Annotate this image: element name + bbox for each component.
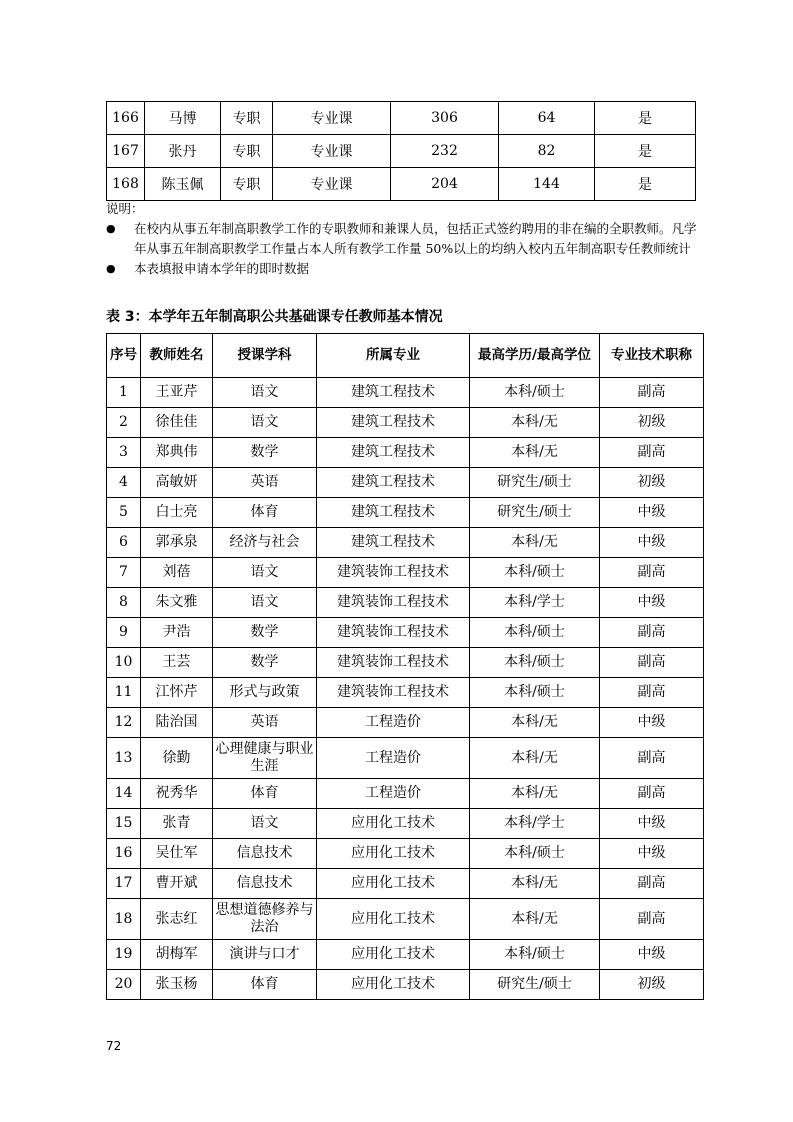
table-cell: 数学 <box>213 618 317 648</box>
table-cell: 语文 <box>213 558 317 588</box>
table-cell: 信息技术 <box>213 839 317 869</box>
table-cell: 初级 <box>600 468 704 498</box>
table-cell: 副高 <box>600 438 704 468</box>
table-cell: 语文 <box>213 408 317 438</box>
table-row <box>107 809 704 839</box>
table-cell: 体育 <box>213 970 317 1000</box>
table-cell: 本科/无 <box>470 438 600 468</box>
table-cell: 中级 <box>600 528 704 558</box>
table-cell: 5 <box>107 498 141 528</box>
table-cell: 语文 <box>213 809 317 839</box>
table-cell: 是 <box>595 135 696 168</box>
table-cell: 232 <box>391 135 499 168</box>
table-cell: 建筑工程技术 <box>317 378 470 408</box>
table-cell: 张青 <box>141 809 213 839</box>
table-cell: 建筑工程技术 <box>317 498 470 528</box>
table-cell: 徐佳佳 <box>141 408 213 438</box>
table-row <box>107 438 704 468</box>
table-cell: 11 <box>107 678 141 708</box>
table-cell: 英语 <box>213 708 317 738</box>
table-cell: 建筑装饰工程技术 <box>317 558 470 588</box>
table-cell: 建筑装饰工程技术 <box>317 648 470 678</box>
table-cell: 朱文雅 <box>141 588 213 618</box>
table-row <box>107 102 696 135</box>
table-row <box>107 588 704 618</box>
table-cell: 心理健康与职业生涯 <box>213 738 317 779</box>
table-cell: 8 <box>107 588 141 618</box>
table-cell: 13 <box>107 738 141 779</box>
table-cell: 马博 <box>145 102 221 135</box>
notes-heading: 说明： <box>106 201 144 216</box>
table-cell: 工程造价 <box>317 708 470 738</box>
table-cell: 167 <box>107 135 145 168</box>
table-cell: 本科/无 <box>470 738 600 779</box>
table-row <box>107 135 696 168</box>
table-cell: 信息技术 <box>213 869 317 899</box>
table-cell: 本科/无 <box>470 528 600 558</box>
table-cell: 9 <box>107 618 141 648</box>
table-cell: 王芸 <box>141 648 213 678</box>
table3-body <box>107 378 704 1000</box>
table-row <box>107 839 704 869</box>
table-row <box>107 940 704 970</box>
header-cell-subject: 授课学科 <box>213 334 317 378</box>
table-cell: 中级 <box>600 940 704 970</box>
continued-teacher-table <box>106 101 696 201</box>
table-row <box>107 738 704 779</box>
table-cell: 应用化工技术 <box>317 839 470 869</box>
table-cell: 专职 <box>221 135 273 168</box>
table-cell: 中级 <box>600 809 704 839</box>
table-cell: 建筑装饰工程技术 <box>317 678 470 708</box>
note-text: 本表填报申请本学年的即时数据 <box>134 261 310 276</box>
table-cell: 本科/硕士 <box>470 678 600 708</box>
table-cell: 应用化工技术 <box>317 970 470 1000</box>
table-row <box>107 678 704 708</box>
table-cell: 是 <box>595 102 696 135</box>
table-cell: 张玉杨 <box>141 970 213 1000</box>
table-cell: 本科/无 <box>470 869 600 899</box>
table-cell: 副高 <box>600 648 704 678</box>
table-cell: 语文 <box>213 588 317 618</box>
table-cell: 专职 <box>221 168 273 201</box>
table-cell: 18 <box>107 899 141 940</box>
table-cell: 体育 <box>213 779 317 809</box>
table-cell: 张丹 <box>145 135 221 168</box>
table-cell: 副高 <box>600 678 704 708</box>
note-text: 在校内从事五年制高职教学工作的专职教师和兼课人员，包括正式签约聘用的非在编的全职教师。凡学年从事五年制高职教学工作量占本人所有教学工作量 50%以上的均纳入校内五年制高职专任教师统计 <box>134 221 697 256</box>
table-cell: 6 <box>107 528 141 558</box>
table-cell: 本科/硕士 <box>470 378 600 408</box>
table-cell: 尹浩 <box>141 618 213 648</box>
table-cell: 初级 <box>600 970 704 1000</box>
table-cell: 语文 <box>213 378 317 408</box>
table-cell: 工程造价 <box>317 738 470 779</box>
table-cell: 副高 <box>600 738 704 779</box>
table-cell: 祝秀华 <box>141 779 213 809</box>
table-cell: 204 <box>391 168 499 201</box>
table-cell: 本科/学士 <box>470 809 600 839</box>
table-cell: 20 <box>107 970 141 1000</box>
table-cell: 陈玉佩 <box>145 168 221 201</box>
table-cell: 7 <box>107 558 141 588</box>
table-cell: 306 <box>391 102 499 135</box>
table-cell: 数学 <box>213 648 317 678</box>
table-cell: 中级 <box>600 708 704 738</box>
table3-header-row <box>107 334 704 378</box>
table-cell: 形式与政策 <box>213 678 317 708</box>
table-cell: 副高 <box>600 779 704 809</box>
table-cell: 曹开斌 <box>141 869 213 899</box>
table-cell: 建筑工程技术 <box>317 408 470 438</box>
table-row <box>107 378 704 408</box>
table-cell: 刘蓓 <box>141 558 213 588</box>
table-cell: 应用化工技术 <box>317 899 470 940</box>
table-cell: 初级 <box>600 408 704 438</box>
table-cell: 应用化工技术 <box>317 809 470 839</box>
table-cell: 建筑工程技术 <box>317 468 470 498</box>
table-cell: 3 <box>107 438 141 468</box>
table-cell: 1 <box>107 378 141 408</box>
table-row <box>107 708 704 738</box>
table-cell: 本科/硕士 <box>470 839 600 869</box>
table-cell: 思想道德修养与法治 <box>213 899 317 940</box>
table-cell: 郑典伟 <box>141 438 213 468</box>
table-row <box>107 168 696 201</box>
table-cell: 本科/无 <box>470 408 600 438</box>
table-row <box>107 408 704 438</box>
public-course-teacher-table <box>106 333 704 1000</box>
table-cell: 经济与社会 <box>213 528 317 558</box>
table-row <box>107 468 704 498</box>
table-row <box>107 970 704 1000</box>
table-cell: 建筑装饰工程技术 <box>317 618 470 648</box>
table-cell: 中级 <box>600 588 704 618</box>
table-cell: 副高 <box>600 378 704 408</box>
table-cell: 166 <box>107 102 145 135</box>
continued-table-body <box>107 102 696 201</box>
table-row <box>107 899 704 940</box>
table-row <box>107 558 704 588</box>
table-cell: 15 <box>107 809 141 839</box>
table-cell: 中级 <box>600 498 704 528</box>
table-cell: 高敏妍 <box>141 468 213 498</box>
table-cell: 白士亮 <box>141 498 213 528</box>
header-cell-name: 教师姓名 <box>141 334 213 378</box>
table-cell: 吴仕军 <box>141 839 213 869</box>
table-cell: 江怀芹 <box>141 678 213 708</box>
table-cell: 工程造价 <box>317 779 470 809</box>
table-cell: 本科/无 <box>470 899 600 940</box>
table-cell: 是 <box>595 168 696 201</box>
table-cell: 研究生/硕士 <box>470 468 600 498</box>
table-cell: 专业课 <box>273 135 391 168</box>
table-cell: 建筑装饰工程技术 <box>317 588 470 618</box>
table-cell: 10 <box>107 648 141 678</box>
table-cell: 本科/硕士 <box>470 618 600 648</box>
table-cell: 胡梅军 <box>141 940 213 970</box>
table-cell: 副高 <box>600 869 704 899</box>
table-cell: 4 <box>107 468 141 498</box>
table-cell: 本科/硕士 <box>470 940 600 970</box>
header-cell-degree: 最高学历/最高学位 <box>470 334 600 378</box>
table-cell: 64 <box>499 102 595 135</box>
table-cell: 本科/无 <box>470 779 600 809</box>
table3-title: 表 3：本学年五年制高职公共基础课专任教师基本情况 <box>106 309 443 325</box>
table-cell: 研究生/硕士 <box>470 970 600 1000</box>
table-cell: 12 <box>107 708 141 738</box>
table-cell: 2 <box>107 408 141 438</box>
table-cell: 陆治国 <box>141 708 213 738</box>
table-cell: 19 <box>107 940 141 970</box>
table-cell: 应用化工技术 <box>317 869 470 899</box>
table-cell: 张志红 <box>141 899 213 940</box>
table-cell: 建筑工程技术 <box>317 528 470 558</box>
bullet-icon: ● <box>106 222 116 235</box>
table-cell: 16 <box>107 839 141 869</box>
table-row <box>107 869 704 899</box>
table-cell: 本科/学士 <box>470 588 600 618</box>
table-cell: 体育 <box>213 498 317 528</box>
table-cell: 副高 <box>600 618 704 648</box>
bullet-icon: ● <box>106 262 116 275</box>
table-cell: 本科/硕士 <box>470 558 600 588</box>
table-cell: 专职 <box>221 102 273 135</box>
table-cell: 徐勤 <box>141 738 213 779</box>
table-cell: 演讲与口才 <box>213 940 317 970</box>
table-cell: 研究生/硕士 <box>470 498 600 528</box>
header-cell-title: 专业技术职称 <box>600 334 704 378</box>
table-cell: 专业课 <box>273 168 391 201</box>
table-row <box>107 498 704 528</box>
table-cell: 应用化工技术 <box>317 940 470 970</box>
note-item <box>106 259 706 279</box>
header-cell-major: 所属专业 <box>317 334 470 378</box>
note-item <box>106 219 706 259</box>
table-cell: 14 <box>107 779 141 809</box>
table-cell: 144 <box>499 168 595 201</box>
table-cell: 英语 <box>213 468 317 498</box>
table-cell: 王亚芹 <box>141 378 213 408</box>
table-cell: 建筑工程技术 <box>317 438 470 468</box>
table-cell: 数学 <box>213 438 317 468</box>
table-row <box>107 618 704 648</box>
table-cell: 本科/无 <box>470 708 600 738</box>
table-row <box>107 648 704 678</box>
page-number: 72 <box>106 1039 122 1053</box>
table-cell: 中级 <box>600 839 704 869</box>
table-row <box>107 779 704 809</box>
table-cell: 副高 <box>600 899 704 940</box>
table-cell: 本科/硕士 <box>470 648 600 678</box>
table-cell: 17 <box>107 869 141 899</box>
table-cell: 168 <box>107 168 145 201</box>
table-cell: 郭承泉 <box>141 528 213 558</box>
table-row <box>107 528 704 558</box>
table-cell: 82 <box>499 135 595 168</box>
table-cell: 专业课 <box>273 102 391 135</box>
table-cell: 副高 <box>600 558 704 588</box>
notes-section <box>106 199 706 279</box>
header-cell-index: 序号 <box>107 334 141 378</box>
